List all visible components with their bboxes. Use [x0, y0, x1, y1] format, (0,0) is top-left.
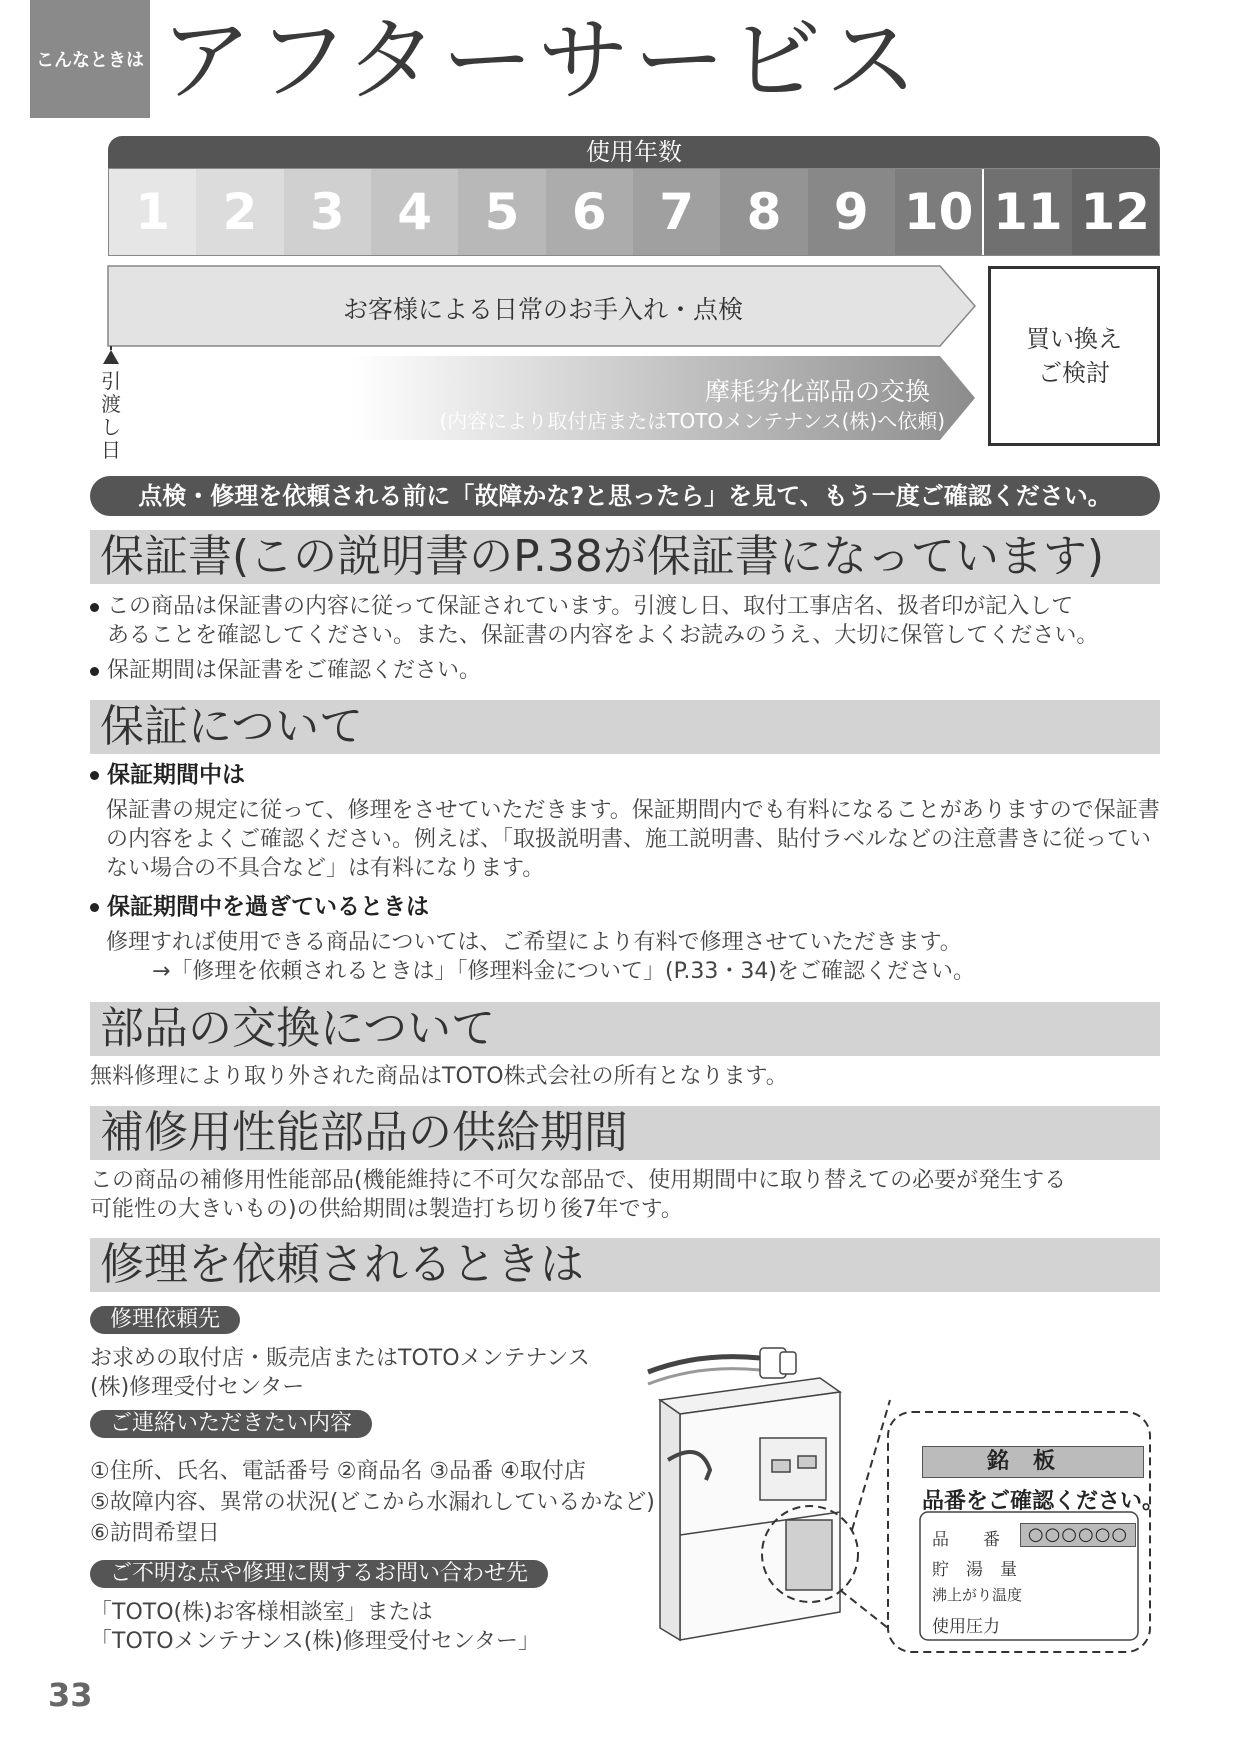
para-line: ⑥訪問希望日 — [90, 1521, 220, 1546]
bullet-text: この商品は保証書の内容に従って保証されています。引渡し日、取付工事店名、扱者印が記入して — [107, 594, 1074, 619]
replacement-line1: 買い換え — [1026, 325, 1122, 353]
year-cell: 1 — [109, 169, 196, 255]
year-cell: 11 — [982, 169, 1071, 255]
para-line: ①住所、氏名、電話番号 ②商品名 ③品番 ④取付店 — [90, 1459, 586, 1484]
para-line: 「TOTO(株)お客様相談室」または — [90, 1600, 433, 1625]
para-line: ⑤故障内容、異常の状況(どこから水漏れしているかなど) — [90, 1490, 655, 1515]
notice-bar: 点検・修理を依頼される前に「故障かな?と思ったら」を見て、もう一度ご確認ください。 — [90, 476, 1160, 516]
year-cell: 6 — [546, 169, 633, 255]
bullet-text: 保証期間中は — [107, 762, 245, 788]
warranty-heading: 保証について — [90, 700, 1160, 754]
nameplate-model-code: ○○○○○○ — [1020, 1523, 1136, 1547]
repair-dest-pill: 修理依頼先 — [90, 1306, 240, 1334]
year-cell: 8 — [720, 169, 807, 255]
nameplate-model-label: 品 番 — [932, 1530, 1000, 1550]
nameplate-instruction: 品番をご確認ください。 — [922, 1489, 1165, 1514]
para-line: (株)修理受付センター — [90, 1375, 305, 1400]
para-line: 「TOTOメンテナンス(株)修理受付センター」 — [90, 1629, 541, 1654]
contact-info-pill: ご連絡いただきたい内容 — [90, 1410, 372, 1438]
para-line: この商品の補修用性能部品(機能維持に不可欠な部品で、使用期間中に取り替えての必要が発生する — [90, 1168, 1067, 1193]
para-line: 保証書の規定に従って、修理をさせていただきます。保証期間内でも有料になることがありますので保証書 — [106, 798, 1160, 823]
year-cell: 12 — [1072, 169, 1159, 255]
page-number: 33 — [48, 1676, 93, 1714]
handover-char: 日 — [101, 438, 121, 462]
section-tab: こんなときは — [30, 0, 150, 118]
replacement-line2: ご検討 — [1038, 359, 1110, 387]
parts-replacement-label: 摩耗劣化部品の交換 — [704, 377, 930, 406]
inquiry-pill: ご不明な点や修理に関するお問い合わせ先 — [90, 1560, 548, 1588]
para-line: の内容をよくご確認ください。例えば、「取扱説明書、施工説明書、貼付ラベルなどの注意書きに従ってい — [106, 827, 1152, 852]
handover-char: 引 — [101, 369, 121, 393]
year-cell: 3 — [284, 169, 371, 255]
year-cell: 9 — [808, 169, 895, 255]
year-cell: 5 — [458, 169, 545, 255]
bullet-text: あることを確認してください。また、保証書の内容をよくお読みのうえ、大切に保管してください。 — [107, 623, 1099, 648]
year-cell: 2 — [196, 169, 283, 255]
nameplate-title: 銘板 — [922, 1446, 1144, 1478]
parts-heading: 部品の交換について — [90, 1002, 1160, 1056]
parts-text: 無料修理により取り外された商品はTOTO株式会社の所有となります。 — [90, 1064, 788, 1089]
year-cell: 4 — [371, 169, 458, 255]
para-line: お求めの取付店・販売店またはTOTOメンテナンス — [90, 1346, 590, 1371]
years-header: 使用年数 — [108, 136, 1160, 168]
nameplate-pressure-label: 使用圧力 — [932, 1617, 1000, 1637]
year-cell: 10 — [895, 169, 982, 255]
handover-char: し — [101, 415, 121, 439]
supply-heading: 補修用性能部品の供給期間 — [90, 1106, 1160, 1160]
bullet-text: 保証期間中を過ぎているときは — [107, 894, 429, 920]
daily-care-label: お客様による日常のお手入れ・点検 — [342, 295, 743, 324]
nameplate-temp-label: 沸上がり温度 — [932, 1586, 1023, 1604]
year-cell: 7 — [633, 169, 720, 255]
warranty-doc-heading: 保証書(この説明書のP.38が保証書になっています) — [90, 530, 1160, 584]
bullet-text: 保証期間は保証書をご確認ください。 — [107, 658, 482, 683]
nameplate-capacity-label: 貯 湯 量 — [932, 1560, 1017, 1580]
page-title: アフターサービス — [160, 7, 922, 114]
handover-char: 渡 — [101, 392, 121, 416]
parts-replacement-note: (内容により取付店またはTOTOメンテナンス(株)へ依頼) — [439, 409, 945, 433]
para-line: 修理すれば使用できる商品については、ご希望により有料で修理させていただきます。 — [106, 930, 962, 955]
para-line: →「修理を依頼されるときは」「修理料金について」(P.33・34)をご確認ください。 — [152, 959, 975, 984]
repair-heading: 修理を依頼されるときは — [90, 1238, 1160, 1292]
para-line: ない場合の不具合など」は有料になります。 — [106, 856, 545, 881]
para-line: 可能性の大きいもの)の供給期間は製造打ち切り後7年です。 — [90, 1197, 683, 1222]
